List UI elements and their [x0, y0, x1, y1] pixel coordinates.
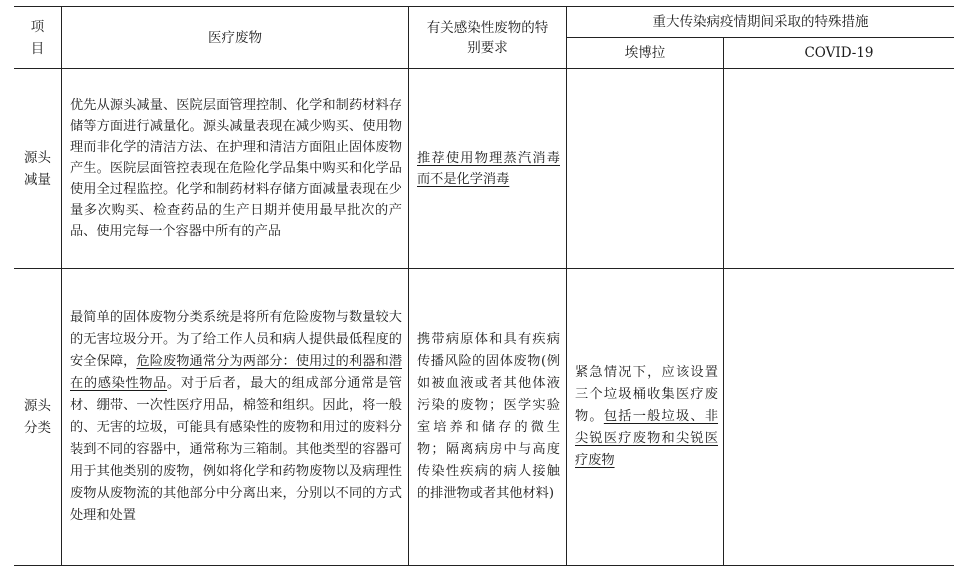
header-item	[14, 7, 61, 68]
row2-waste-paragraph	[70, 307, 402, 527]
row2-waste-text-post: 。对于后者，最大的组成部分通常是管材、绷带、一次性医疗用品，棉签和组织。因此，将一般的、无害的垃圾，可能具有感染性的废物和用过的废料分装到不同的容器中，通常称为三箱制。其他类型的容器可用于其他类别的废物，例如将化学和药物废物以及病理性废物从废物流的其他部分中分离出来，分别以不同的方式处理和处置	[70, 376, 402, 523]
header-waste-text: 医疗废物	[208, 29, 262, 46]
header-covid-text: COVID-19	[804, 45, 874, 61]
column-divider-1	[61, 6, 62, 566]
row2-ebola-text-underlined: 包括一般垃圾、非尖锐医疗废物和尖锐医疗废物	[575, 409, 719, 468]
row1-requirement	[417, 69, 560, 268]
row2-requirement	[417, 269, 560, 565]
header-ebola-text: 埃博拉	[624, 45, 666, 61]
column-divider-2	[408, 6, 409, 566]
row2-covid	[724, 269, 954, 565]
row1-waste-text: 优先从源头减量、医院层面管理控制、化学和制药材料存储等方面进行减量化。源头减量表现在减少购买、使用物理而非化学的清洁方法、在护理和清洁方面阻止固体废物产生。医院层面管控表现在危险化学品集中购买和化学品使用全过程监控。化学和制药材料存储方面减量表现在少量多次购买、检查药品的生产日期并使用最早批次的产品、使用完每一个容器中所有的产品	[70, 98, 402, 239]
header-requirement	[409, 7, 566, 68]
row2-waste-text-underlined: 危险废物通常分为两部分：使用过的利器和潜在的感染性物品	[70, 354, 403, 391]
row2-requirement-text: 携带病原体和具有疾病传播风险的固体废物(例如被血液或者其他体液污染的废物；医学实验室培养和储存的微生物；隔离病房中与高度传染性疾病的病人接触的排泄物或者其他材料)	[417, 332, 560, 501]
row2-ebola	[575, 269, 718, 565]
header-item-text: 项目	[30, 18, 45, 57]
row2-ebola-text-pre: 紧急情况下，应该设置三个垃圾桶收集医疗废物。	[575, 365, 718, 424]
row1-requirement-text: 推荐使用物理蒸汽消毒而不是化学消毒	[417, 150, 560, 187]
header-covid	[724, 38, 954, 68]
header-requirement-text: 有关感染性废物的特别要求	[426, 19, 549, 56]
header-ebola	[567, 38, 723, 68]
row2-item-text: 源头分类	[24, 398, 51, 436]
row1-item-text: 源头减量	[24, 149, 51, 188]
row2-ebola-paragraph	[575, 362, 718, 472]
header-waste	[62, 7, 408, 68]
row1-covid	[724, 69, 954, 268]
row1-item	[14, 69, 61, 268]
row1-waste	[70, 69, 402, 268]
row1-ebola	[567, 69, 723, 268]
table-bottom-border	[14, 565, 954, 566]
header-measures-text: 重大传染病疫情期间采取的特殊措施	[652, 14, 869, 30]
header-measures	[567, 7, 954, 37]
row2-item	[14, 269, 61, 565]
row2-waste-text-pre: 最简单的固体废物分类系统是将所有危险废物与数量较大的无害垃圾分开。为了给工作人员和病人提供最低程度的安全保障，	[70, 310, 402, 369]
row2-waste	[70, 269, 402, 565]
